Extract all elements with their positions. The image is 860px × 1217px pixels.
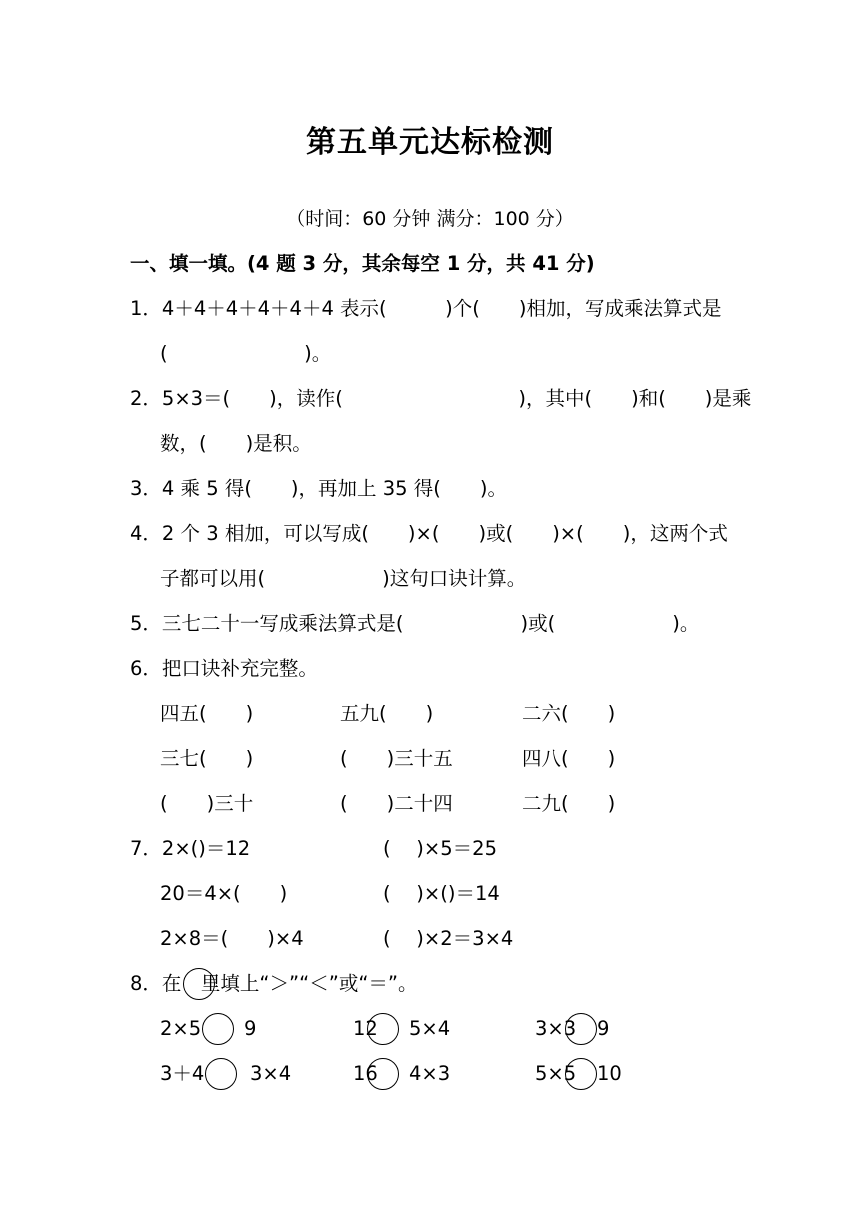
question-6-item: 二六( )	[522, 702, 616, 725]
compare-right: 4×3	[409, 1062, 451, 1085]
question-7-item: 2×8＝( )×4	[160, 927, 304, 950]
question-7-item: ( )×5＝25	[383, 837, 497, 860]
page-subtitle: （时间：60 分钟 满分：100 分）	[286, 208, 574, 230]
compare-left: 16	[353, 1062, 378, 1085]
circle-blank-icon	[183, 968, 215, 1000]
question-8-intro: 8．在 里填上“＞”“＜”或“＝”。	[130, 972, 418, 995]
compare-left: 5×5	[535, 1062, 577, 1085]
compare-left: 2×5	[160, 1017, 202, 1040]
question-6-item: 四五( )	[160, 702, 254, 725]
question-2-line-1: 2．5×3＝( )，读作( )，其中( )和( )是乘	[130, 387, 752, 410]
question-7-item: 20＝4×( )	[160, 882, 288, 905]
compare-right: 3×4	[250, 1062, 292, 1085]
question-6-intro: 6．把口诀补充完整。	[130, 657, 318, 680]
page-title: 第五单元达标检测	[306, 125, 554, 160]
question-5: 5．三七二十一写成乘法算式是( )或( )。	[130, 612, 700, 635]
compare-right: 10	[597, 1062, 622, 1085]
compare-right: 9	[244, 1017, 257, 1040]
question-4-line-2: 子都可以用( )这句口诀计算。	[160, 567, 527, 590]
question-3: 3．4 乘 5 得( )，再加上 35 得( )。	[130, 477, 507, 500]
question-4-line-1: 4．2 个 3 相加，可以写成( )×( )或( )×( )，这两个式	[130, 522, 728, 545]
question-6-item: 三七( )	[160, 747, 254, 770]
compare-right: 5×4	[409, 1017, 451, 1040]
compare-circle[interactable]	[565, 1058, 597, 1090]
section-heading: 一、填一填。(4 题 3 分，其余每空 1 分，共 41 分)	[130, 252, 595, 275]
compare-circle[interactable]	[565, 1013, 597, 1045]
compare-right: 9	[597, 1017, 610, 1040]
question-2-line-2: 数，( )是积。	[160, 432, 312, 455]
compare-circle[interactable]	[202, 1013, 234, 1045]
question-7-item: ( )×()＝14	[383, 882, 500, 905]
question-7-item: ( )×2＝3×4	[383, 927, 514, 950]
compare-circle[interactable]	[367, 1013, 399, 1045]
compare-circle[interactable]	[367, 1058, 399, 1090]
question-1-line-2: ( )。	[160, 342, 332, 365]
question-1-line-1: 1．4＋4＋4＋4＋4＋4 表示( )个( )相加，写成乘法算式是	[130, 297, 722, 320]
question-6-item: ( )三十	[160, 792, 254, 815]
compare-left: 12	[353, 1017, 378, 1040]
question-6-item: ( )三十五	[340, 747, 453, 770]
question-6-item: 四八( )	[522, 747, 616, 770]
question-6-item: 五九( )	[340, 702, 434, 725]
question-6-item: 二九( )	[522, 792, 616, 815]
question-6-item: ( )二十四	[340, 792, 453, 815]
compare-left: 3×3	[535, 1017, 577, 1040]
compare-circle[interactable]	[205, 1058, 237, 1090]
compare-left: 3＋4	[160, 1062, 205, 1085]
question-7-item: 7．2×()＝12	[130, 837, 251, 860]
